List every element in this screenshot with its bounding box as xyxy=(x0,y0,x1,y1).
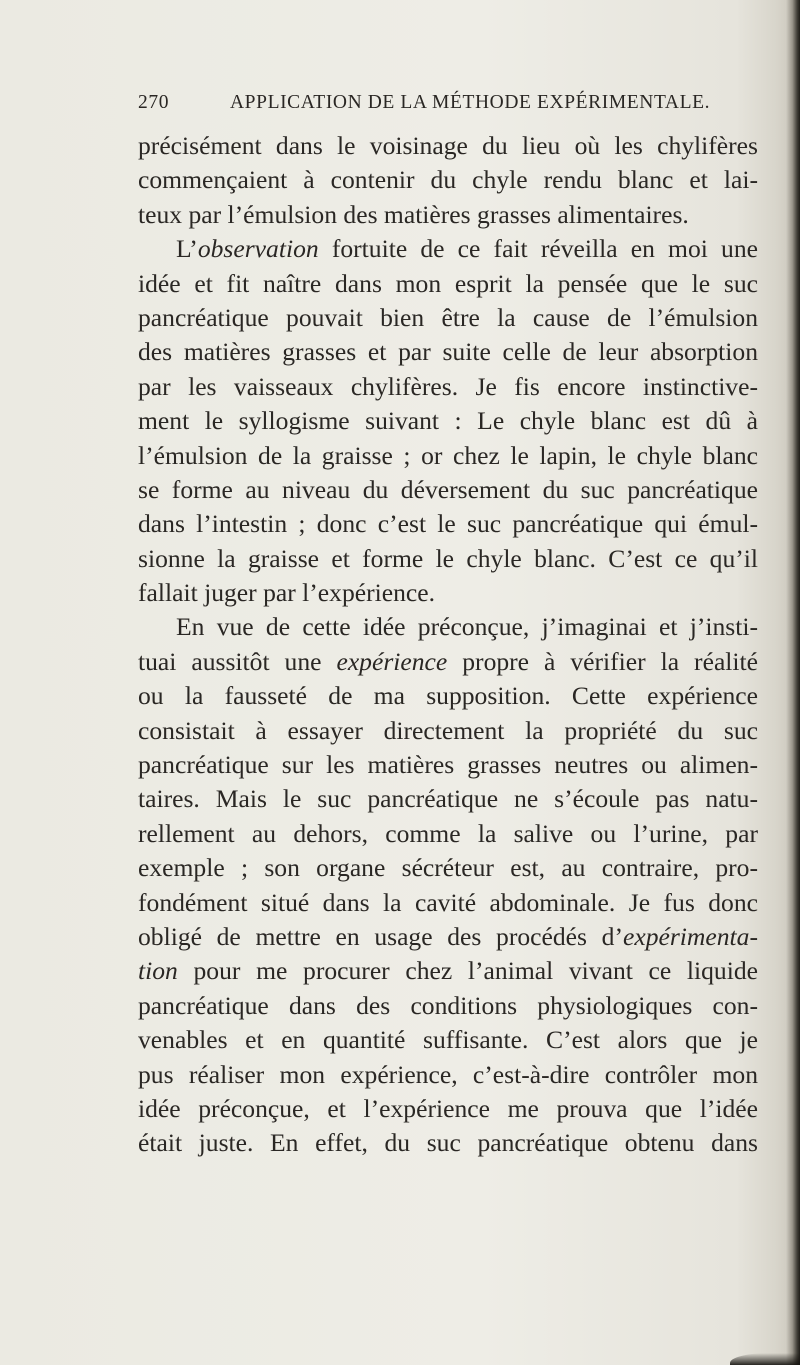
text-line: pancréatique pouvait bien être la cause de l’émulsion xyxy=(138,302,758,332)
running-head xyxy=(138,92,778,116)
text-line xyxy=(138,232,758,266)
text-line: fondément situé dans la cavité abdominale. Je fus donc xyxy=(138,887,758,917)
page-edge-shadow xyxy=(786,0,800,1365)
text-line: sionne la graisse et forme le chyle blanc. C’est ce qu’il xyxy=(138,543,758,573)
text-line: précisément dans le voisinage du lieu où les chylifères xyxy=(138,131,758,160)
italic-term: tion xyxy=(138,956,178,986)
text-fragment: pour me procurer chez l’animal vivant ce liquide xyxy=(177,956,758,986)
text-line: rellement au dehors, comme la salive ou l’urine, par xyxy=(138,818,758,848)
page-corner-shadow xyxy=(730,1353,800,1365)
text-line: taires. Mais le suc pancréatique ne s’écoule pas natu- xyxy=(138,784,758,814)
text-line xyxy=(138,920,758,954)
text-line: exemple ; son organe sécréteur est, au contraire, pro- xyxy=(138,853,758,883)
text-line xyxy=(138,645,758,679)
page-number: 270 xyxy=(138,92,170,113)
text-line: pus réaliser mon expérience, c’est-à-dire contrôler mon xyxy=(138,1059,758,1089)
text-line: En vue de cette idée préconçue, j’imaginai et j’insti- xyxy=(176,612,758,642)
text-line: ment le syllogisme suivant : Le chyle blanc est dû à xyxy=(138,406,758,436)
text-line: pancréatique sur les matières grasses neutres ou alimen- xyxy=(138,750,758,780)
text-line: teux par l’émulsion des matières grasses alimentaires. xyxy=(138,199,689,229)
text-line: était juste. En effet, du suc pancréatique obtenu dans xyxy=(138,1128,758,1158)
text-line: par les vaisseaux chylifères. Je fis encore instinctive- xyxy=(138,371,758,401)
text-line: idée préconçue, et l’expérience me prouva que l’idée xyxy=(138,1093,758,1123)
text-line: venables et en quantité suffisante. C’est alors que je xyxy=(138,1025,758,1055)
text-line: pancréatique dans des conditions physiologiques con- xyxy=(138,990,758,1020)
text-line: ou la fausseté de ma supposition. Cette expérience xyxy=(138,681,758,711)
text-fragment: obligé de mettre en usage des procédés d’ xyxy=(138,921,623,951)
text-line: l’émulsion de la graisse ; or chez le lapin, le chyle blanc xyxy=(138,440,758,470)
italic-term: expérimenta- xyxy=(622,921,758,951)
italic-term: expérience xyxy=(336,646,448,676)
text-line: idée et fit naître dans mon esprit la pensée que le suc xyxy=(138,268,758,298)
body-text xyxy=(138,129,758,1161)
text-fragment: fortuite de ce fait réveilla en moi une xyxy=(318,234,758,264)
text-line xyxy=(138,954,758,988)
text-fragment: propre à vérifier la réalité xyxy=(447,646,758,676)
text-fragment: L’ xyxy=(176,234,198,264)
italic-term: observation xyxy=(197,234,319,264)
text-fragment: tuai aussitôt une xyxy=(138,646,337,676)
text-line: dans l’intestin ; donc c’est le suc pancréatique qui émul- xyxy=(138,509,758,539)
text-line: fallait juger par l’expérience. xyxy=(138,578,436,608)
text-line: se forme au niveau du déversement du suc pancréatique xyxy=(138,474,758,504)
text-line: commençaient à contenir du chyle rendu blanc et lai- xyxy=(138,165,758,195)
text-line: consistait à essayer directement la propriété du suc xyxy=(138,715,758,745)
running-head-title: APPLICATION DE LA MÉTHODE EXPÉRIMENTALE. xyxy=(230,92,711,113)
text-line: des matières grasses et par suite celle de leur absorption xyxy=(138,337,758,367)
